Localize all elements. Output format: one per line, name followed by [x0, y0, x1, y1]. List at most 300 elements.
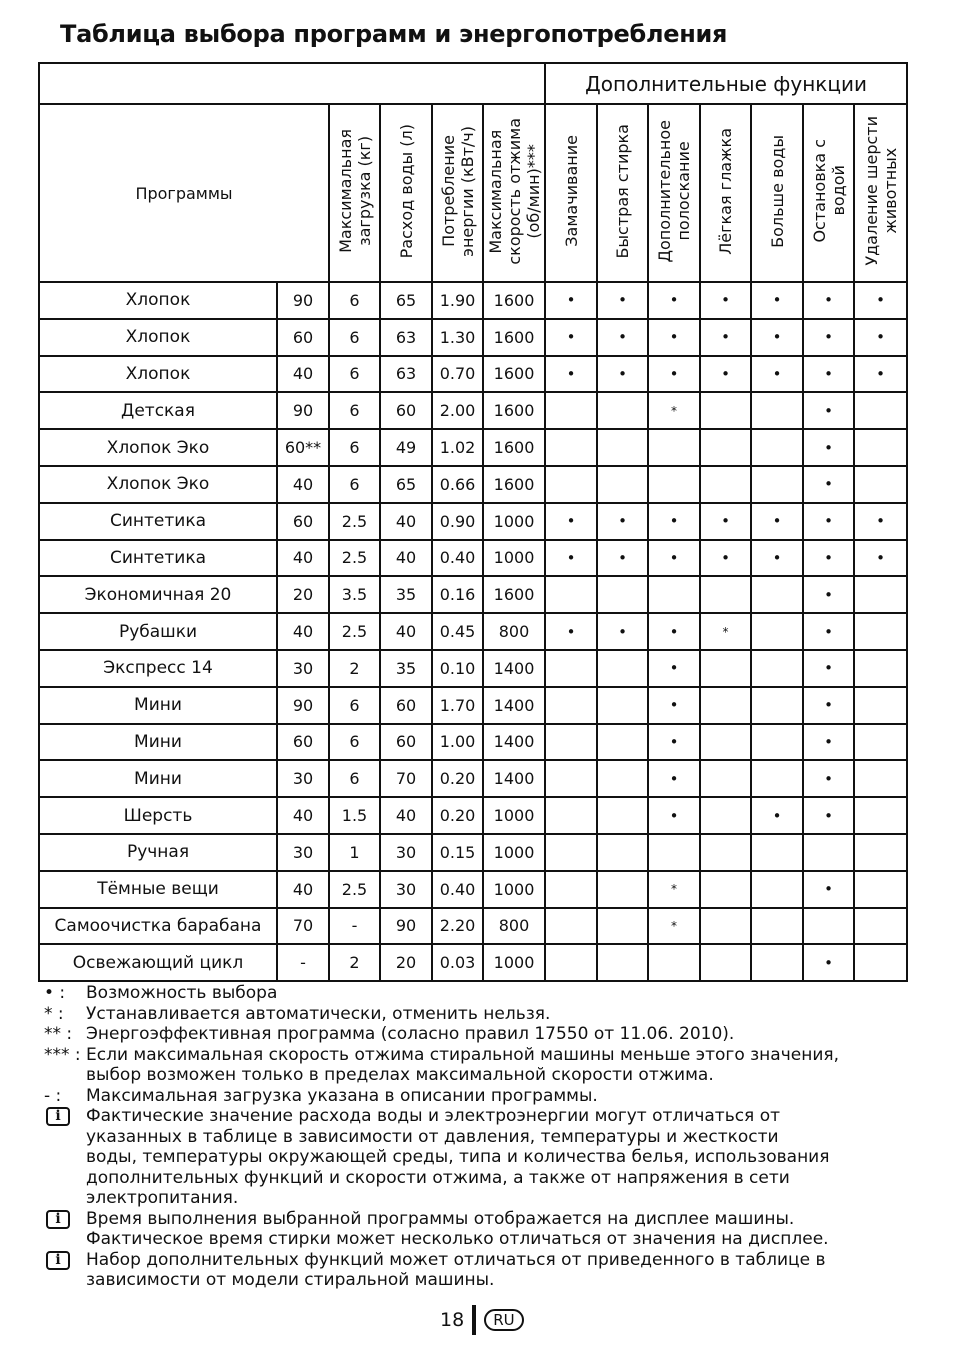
function-availability-6: [854, 944, 907, 981]
max-load: -: [329, 908, 380, 945]
function-availability-1: •: [597, 613, 648, 650]
function-availability-5: [803, 908, 854, 945]
program-name: Хлопок Эко: [39, 429, 277, 466]
max-load: 6: [329, 356, 380, 393]
max-load: 6: [329, 724, 380, 761]
footnote-text: Если максимальная скорость отжима стиральной машины меньше этого значения, выбор возможен только в пределах максимальной скорости отжима.: [86, 1044, 840, 1085]
energy-consumption: 0.66: [432, 466, 483, 503]
table-row: [39, 834, 907, 871]
max-load: 6: [329, 466, 380, 503]
function-availability-3: [700, 466, 751, 503]
water-consumption: 60: [380, 724, 432, 761]
energy-consumption: 0.10: [432, 650, 483, 687]
program-name: Освежающий цикл: [39, 944, 277, 981]
function-availability-0: [545, 429, 597, 466]
function-availability-0: [545, 687, 597, 724]
column-header-1-label: Расход воды (л): [396, 123, 416, 259]
function-availability-0: [545, 760, 597, 797]
function-availability-4: [751, 576, 803, 613]
water-consumption: 40: [380, 613, 432, 650]
page-title: Таблица выбора программ и энергопотребления: [60, 20, 728, 48]
function-availability-0: •: [545, 356, 597, 393]
function-availability-5: [803, 834, 854, 871]
max-load: 6: [329, 319, 380, 356]
function-availability-2: •: [648, 650, 700, 687]
function-availability-4: •: [751, 503, 803, 540]
program-temperature: 90: [277, 392, 329, 429]
function-availability-5: •: [803, 576, 854, 613]
program-temperature: 60**: [277, 429, 329, 466]
program-temperature: 60: [277, 724, 329, 761]
max-load: 2: [329, 944, 380, 981]
max-spin-speed: 1000: [483, 503, 545, 540]
max-spin-speed: 1600: [483, 319, 545, 356]
water-consumption: 40: [380, 503, 432, 540]
max-spin-speed: 1000: [483, 797, 545, 834]
function-availability-6: [854, 871, 907, 908]
function-availability-0: [545, 466, 597, 503]
function-availability-5: •: [803, 760, 854, 797]
table-row: [39, 908, 907, 945]
function-availability-3: [700, 576, 751, 613]
function-availability-3: •: [700, 356, 751, 393]
info-icon-wrapper: [44, 1106, 86, 1209]
program-temperature: 60: [277, 503, 329, 540]
function-availability-4: [751, 466, 803, 503]
max-spin-speed: 1400: [483, 650, 545, 687]
max-load: 2.5: [329, 540, 380, 577]
footnote-mark: - :: [44, 1085, 62, 1106]
function-availability-3: •: [700, 319, 751, 356]
function-availability-4: [751, 392, 803, 429]
water-consumption: 35: [380, 650, 432, 687]
water-consumption: 63: [380, 356, 432, 393]
energy-consumption: 0.15: [432, 834, 483, 871]
info-icon: i: [46, 1251, 70, 1270]
function-availability-4: •: [751, 356, 803, 393]
function-availability-6: •: [854, 503, 907, 540]
energy-consumption: 0.70: [432, 356, 483, 393]
function-header-3: [700, 104, 751, 282]
function-availability-3: [700, 760, 751, 797]
water-consumption: 35: [380, 576, 432, 613]
program-name: Мини: [39, 724, 277, 761]
water-consumption: 20: [380, 944, 432, 981]
max-spin-speed: 800: [483, 613, 545, 650]
program-temperature: 40: [277, 871, 329, 908]
table-row: [39, 392, 907, 429]
function-availability-2: *: [648, 392, 700, 429]
function-availability-3: [700, 392, 751, 429]
function-availability-2: •: [648, 503, 700, 540]
function-availability-3: [700, 908, 751, 945]
max-load: 6: [329, 760, 380, 797]
table-row: [39, 356, 907, 393]
max-spin-speed: 1000: [483, 540, 545, 577]
table-row: [39, 760, 907, 797]
max-spin-speed: 1600: [483, 282, 545, 319]
function-header-4-label: Больше воды: [767, 134, 787, 248]
table-row: [39, 282, 907, 319]
function-header-0-label: Замачивание: [561, 135, 581, 247]
energy-consumption: 1.90: [432, 282, 483, 319]
function-availability-4: [751, 429, 803, 466]
table-row: [39, 503, 907, 540]
function-availability-1: [597, 797, 648, 834]
function-availability-0: •: [545, 282, 597, 319]
function-availability-5: •: [803, 319, 854, 356]
max-load: 1: [329, 834, 380, 871]
function-availability-2: •: [648, 540, 700, 577]
program-temperature: 40: [277, 613, 329, 650]
program-name: Хлопок Эко: [39, 466, 277, 503]
energy-consumption: 2.20: [432, 908, 483, 945]
function-availability-5: •: [803, 503, 854, 540]
function-availability-6: •: [854, 282, 907, 319]
program-temperature: 30: [277, 650, 329, 687]
footnote: [44, 1045, 924, 1086]
energy-consumption: 2.00: [432, 392, 483, 429]
function-availability-2: [648, 429, 700, 466]
program-temperature: 60: [277, 319, 329, 356]
function-availability-4: •: [751, 797, 803, 834]
program-temperature: 30: [277, 834, 329, 871]
max-load: 2.5: [329, 503, 380, 540]
max-load: 6: [329, 687, 380, 724]
function-header-6-label: Удаление шерсти животных: [861, 116, 900, 266]
function-availability-5: •: [803, 540, 854, 577]
info-icon-wrapper: [44, 1250, 86, 1291]
program-name: Синтетика: [39, 540, 277, 577]
function-header-1: [597, 104, 648, 282]
water-consumption: 40: [380, 540, 432, 577]
function-availability-0: [545, 392, 597, 429]
function-availability-0: [545, 724, 597, 761]
water-consumption: 65: [380, 282, 432, 319]
function-availability-2: [648, 834, 700, 871]
water-consumption: 90: [380, 908, 432, 945]
max-load: 2: [329, 650, 380, 687]
function-availability-1: •: [597, 503, 648, 540]
function-availability-6: [854, 576, 907, 613]
function-availability-0: [545, 871, 597, 908]
water-consumption: 60: [380, 392, 432, 429]
water-consumption: 60: [380, 687, 432, 724]
function-availability-1: [597, 392, 648, 429]
footnote: [44, 1004, 924, 1025]
footnote: [44, 1086, 924, 1107]
function-availability-1: [597, 429, 648, 466]
function-availability-6: [854, 834, 907, 871]
program-name: Экспресс 14: [39, 650, 277, 687]
footnote-text: Энергоэффективная программа (соласно правил 17550 от 11.06. 2010).: [86, 1024, 735, 1044]
function-availability-3: [700, 834, 751, 871]
function-availability-0: [545, 908, 597, 945]
function-availability-6: [854, 392, 907, 429]
function-availability-1: [597, 908, 648, 945]
water-consumption: 30: [380, 834, 432, 871]
info-note-text: Время выполнения выбранной программы отображается на дисплее машины. Фактическое время стирки может несколько отличаться от значения на дисплее.: [86, 1208, 829, 1249]
function-header-1-label: Быстрая стирка: [613, 123, 633, 259]
function-availability-6: [854, 687, 907, 724]
function-availability-5: •: [803, 871, 854, 908]
function-header-6: [854, 104, 907, 282]
table-row: [39, 687, 907, 724]
function-availability-4: [751, 908, 803, 945]
footer-divider: [472, 1305, 476, 1335]
program-table: [38, 62, 908, 982]
function-availability-2: [648, 576, 700, 613]
program-name: Самоочистка барабана: [39, 908, 277, 945]
function-availability-3: [700, 797, 751, 834]
max-spin-speed: 1400: [483, 760, 545, 797]
page-footer: [440, 1305, 524, 1335]
program-name: Тёмные вещи: [39, 871, 277, 908]
table-row: [39, 576, 907, 613]
energy-consumption: 0.20: [432, 797, 483, 834]
info-icon: i: [46, 1107, 70, 1126]
energy-consumption: 0.03: [432, 944, 483, 981]
max-load: 6: [329, 429, 380, 466]
function-availability-0: •: [545, 540, 597, 577]
page-number: 18: [440, 1309, 465, 1331]
max-load: 6: [329, 392, 380, 429]
footnote: [44, 1024, 924, 1045]
max-spin-speed: 1600: [483, 356, 545, 393]
energy-consumption: 1.00: [432, 724, 483, 761]
function-availability-5: •: [803, 282, 854, 319]
function-availability-4: [751, 760, 803, 797]
table-row: [39, 650, 907, 687]
column-header-3-label: Максимальная скорость отжима (об/мин)***: [485, 117, 543, 265]
function-availability-5: •: [803, 466, 854, 503]
footnote: [44, 983, 924, 1004]
function-header-0: [545, 104, 597, 282]
water-consumption: 40: [380, 797, 432, 834]
function-availability-1: •: [597, 540, 648, 577]
max-spin-speed: 1000: [483, 834, 545, 871]
max-spin-speed: 1600: [483, 466, 545, 503]
program-temperature: 40: [277, 356, 329, 393]
program-temperature: 20: [277, 576, 329, 613]
energy-consumption: 0.20: [432, 760, 483, 797]
function-availability-5: •: [803, 392, 854, 429]
function-availability-2: •: [648, 760, 700, 797]
program-name: Синтетика: [39, 503, 277, 540]
program-temperature: 40: [277, 540, 329, 577]
function-availability-4: [751, 687, 803, 724]
function-availability-4: •: [751, 319, 803, 356]
info-note: [44, 1106, 924, 1209]
table-row: [39, 724, 907, 761]
function-availability-6: •: [854, 540, 907, 577]
function-availability-0: •: [545, 613, 597, 650]
function-availability-4: [751, 834, 803, 871]
energy-consumption: 0.16: [432, 576, 483, 613]
function-availability-1: [597, 650, 648, 687]
function-availability-1: [597, 871, 648, 908]
function-availability-1: [597, 760, 648, 797]
function-availability-2: •: [648, 356, 700, 393]
function-availability-0: •: [545, 319, 597, 356]
program-name: Хлопок: [39, 319, 277, 356]
function-availability-5: •: [803, 613, 854, 650]
function-availability-6: [854, 613, 907, 650]
function-availability-3: •: [700, 540, 751, 577]
energy-consumption: 0.90: [432, 503, 483, 540]
max-load: 6: [329, 282, 380, 319]
info-note: [44, 1250, 924, 1291]
function-availability-6: [854, 429, 907, 466]
function-availability-3: *: [700, 613, 751, 650]
water-consumption: 49: [380, 429, 432, 466]
function-availability-6: [854, 466, 907, 503]
function-availability-3: [700, 944, 751, 981]
water-consumption: 63: [380, 319, 432, 356]
function-availability-2: •: [648, 613, 700, 650]
function-availability-3: [700, 429, 751, 466]
water-consumption: 65: [380, 466, 432, 503]
max-load: 2.5: [329, 613, 380, 650]
function-availability-1: [597, 687, 648, 724]
program-temperature: -: [277, 944, 329, 981]
info-note-text: Набор дополнительных функций может отличаться от приведенного в таблице в зависимости от модели стиральной машины.: [86, 1249, 826, 1290]
table-row: [39, 466, 907, 503]
max-spin-speed: 1000: [483, 871, 545, 908]
function-availability-0: [545, 834, 597, 871]
function-availability-0: [545, 797, 597, 834]
function-availability-5: •: [803, 429, 854, 466]
info-icon-wrapper: [44, 1209, 86, 1250]
table-row: [39, 613, 907, 650]
function-availability-6: [854, 724, 907, 761]
function-availability-2: •: [648, 687, 700, 724]
function-availability-2: •: [648, 319, 700, 356]
program-name: Хлопок: [39, 356, 277, 393]
function-availability-1: •: [597, 319, 648, 356]
function-availability-5: •: [803, 687, 854, 724]
table-row: [39, 944, 907, 981]
function-availability-1: [597, 576, 648, 613]
function-availability-3: [700, 871, 751, 908]
footnote-text: Устанавливается автоматически, отменить нельзя.: [86, 1003, 551, 1024]
function-availability-5: •: [803, 650, 854, 687]
energy-consumption: 1.02: [432, 429, 483, 466]
water-consumption: 30: [380, 871, 432, 908]
function-availability-2: [648, 944, 700, 981]
max-spin-speed: 1600: [483, 429, 545, 466]
function-availability-4: [751, 650, 803, 687]
function-availability-6: •: [854, 319, 907, 356]
function-availability-1: [597, 944, 648, 981]
program-name: Мини: [39, 687, 277, 724]
program-temperature: 30: [277, 760, 329, 797]
column-header-1: [380, 104, 432, 282]
column-header-2: [432, 104, 483, 282]
max-spin-speed: 1400: [483, 724, 545, 761]
function-availability-5: •: [803, 944, 854, 981]
program-temperature: 40: [277, 466, 329, 503]
function-availability-4: [751, 724, 803, 761]
footnote-mark: ** :: [44, 1024, 73, 1044]
footnote-text: Возможность выбора: [86, 983, 278, 1003]
info-note: [44, 1209, 924, 1250]
function-availability-6: [854, 650, 907, 687]
function-availability-4: [751, 944, 803, 981]
function-availability-6: [854, 760, 907, 797]
function-availability-3: •: [700, 503, 751, 540]
program-name: Рубашки: [39, 613, 277, 650]
max-spin-speed: 1600: [483, 392, 545, 429]
extra-functions-header: Дополнительные функции: [545, 63, 907, 104]
max-spin-speed: 1000: [483, 944, 545, 981]
function-header-2: [648, 104, 700, 282]
function-availability-4: •: [751, 540, 803, 577]
function-availability-3: [700, 687, 751, 724]
function-availability-5: •: [803, 724, 854, 761]
max-spin-speed: 800: [483, 908, 545, 945]
function-availability-5: •: [803, 356, 854, 393]
function-availability-0: [545, 944, 597, 981]
max-load: 3.5: [329, 576, 380, 613]
program-temperature: 70: [277, 908, 329, 945]
footnote-text: Максимальная загрузка указана в описании программы.: [86, 1085, 598, 1106]
info-icon: i: [46, 1210, 70, 1229]
function-availability-1: •: [597, 356, 648, 393]
energy-consumption: 0.45: [432, 613, 483, 650]
function-header-4: [751, 104, 803, 282]
column-header-0: [329, 104, 380, 282]
energy-consumption: 0.40: [432, 540, 483, 577]
program-name: Детская: [39, 392, 277, 429]
function-availability-0: [545, 576, 597, 613]
function-availability-0: [545, 650, 597, 687]
max-load: 2.5: [329, 871, 380, 908]
function-availability-6: •: [854, 356, 907, 393]
function-availability-6: [854, 908, 907, 945]
function-availability-3: [700, 724, 751, 761]
header-blank: [39, 63, 545, 104]
max-spin-speed: 1600: [483, 576, 545, 613]
energy-consumption: 0.40: [432, 871, 483, 908]
language-badge: RU: [484, 1309, 523, 1331]
column-header-0-label: Максимальная загрузка (кг): [335, 129, 374, 253]
function-availability-2: •: [648, 282, 700, 319]
function-availability-1: •: [597, 282, 648, 319]
column-header-3: [483, 104, 545, 282]
function-availability-2: •: [648, 797, 700, 834]
program-temperature: 90: [277, 687, 329, 724]
programs-header-label: Программы: [135, 183, 233, 203]
function-header-3-label: Лёгкая глажка: [716, 127, 736, 255]
max-spin-speed: 1400: [483, 687, 545, 724]
function-availability-5: •: [803, 797, 854, 834]
info-note-text: Фактические значение расхода воды и электроэнергии могут отличаться от указанных в таблице в зависимости от давления, температуры и жесткости воды, температуры окружающей среды, типа и количества белья, использования дополнительных функций и скорости отжима, а также от напряжения в сети электропитания.: [86, 1106, 830, 1208]
table-row: [39, 319, 907, 356]
function-availability-4: [751, 613, 803, 650]
table-row: [39, 797, 907, 834]
program-temperature: 90: [277, 282, 329, 319]
function-availability-1: [597, 724, 648, 761]
function-availability-1: [597, 466, 648, 503]
function-availability-2: [648, 466, 700, 503]
program-name: Ручная: [39, 834, 277, 871]
footnotes: [44, 983, 924, 1291]
table-row: [39, 871, 907, 908]
program-name: Шерсть: [39, 797, 277, 834]
table-row: [39, 429, 907, 466]
program-temperature: 40: [277, 797, 329, 834]
